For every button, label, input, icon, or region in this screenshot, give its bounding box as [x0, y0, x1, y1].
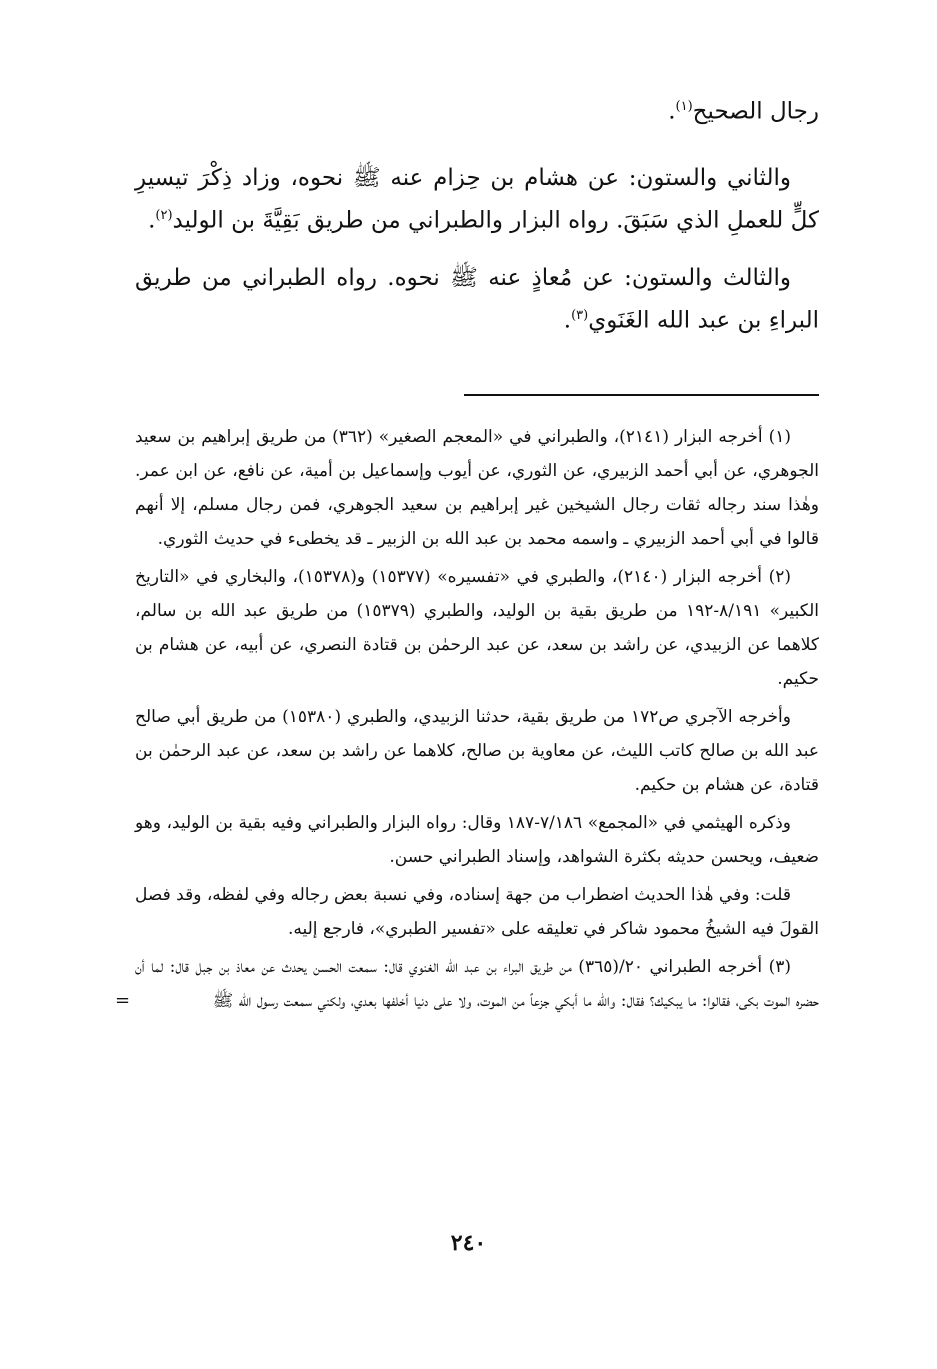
page-number: ٢٤٠ [450, 1230, 487, 1256]
main-line-1-end: . [668, 98, 676, 125]
main-paragraph-2-end: . [148, 207, 156, 234]
main-paragraph-3 [135, 259, 819, 340]
footnote-separator [464, 394, 819, 396]
continuation-mark: = [115, 990, 131, 1011]
main-paragraph-3-end: . [563, 307, 572, 334]
footnote-3 [115, 950, 819, 1018]
footnote-1: (١) أخرجه البزار (٢١٤١)، والطبراني في «المعجم الصغير» (٣٦٢) من طريق إبراهيم بن سعيد الجوهري، عن أبي أحمد الزبيري، عن الثوري، عن أيوب وإسماعيل بن أمية، عن نافع، عن ابن عمر. وهٰذا سند رجاله ثقات رجال الشيخين غير إبراهيم بن سعيد الجوهري، فمن رجال مسلم، إلا أنهم قالوا في أبي أحمد الزبيري ـ واسمه محمد بن عبد الله بن الزبير ـ قد يخطىء في حديث الثوري. [135, 427, 819, 549]
footnote-2-paragraph-3: وذكره الهيثمي في «المجمع» ٧/١٨٦-١٨٧ وقال: رواه البزار والطبراني وفيه بقية بن الوليد، وهو ضعيف، ويحسن حديثه بكثرة الشواهد، وإسناد الطبراني حسن. [135, 813, 819, 867]
footnote-2-paragraph-4: قلت: وفي هٰذا الحديث اضطراب من جهة إسناده، وفي نسبة بعض رجاله وفي لفظه، وقد فصل القولَ فيه الشيخُ محمود شاكر في تعليقه على «تفسير الطبري»، فارجع إليه. [135, 885, 819, 939]
main-paragraph-2-text: والثاني والستون: عن هشام بن حِزام عنه ﷺ نحوه، وزاد ذِكْرَ تيسيرِ كلٍّ للعملِ الذي سَبَقَ. رواه البزار والطبراني من طريق بَقِيَّةَ بن الوليد [135, 164, 819, 234]
footnote-ref-2: (٢) [155, 207, 173, 223]
footnote-2-paragraph-2: وأخرجه الآجري ص١٧٢ من طريق بقية، حدثنا الزبيدي، والطبري (١٥٣٨٠) من طريق أبي صالح عبد الله بن صالح كاتب الليث، عن معاوية بن صالح، كلاهما عن راشد بن سعد، عن عبد الرحمٰن بن قتادة، عن هشام بن حكيم. [135, 707, 819, 795]
footnotes [115, 420, 819, 1022]
main-text [135, 88, 819, 360]
main-line-1 [135, 88, 819, 131]
main-paragraph-2 [135, 159, 819, 240]
footnote-ref-3: (٣) [571, 308, 589, 324]
footnote-ref-1: (١) [675, 99, 693, 114]
main-paragraph-3-text: والثالث والستون: عن مُعاذٍ عنه ﷺ نحوه. رواه الطبراني من طريق البراءِ بن عبد الله الغَنَوي [135, 265, 819, 334]
footnote-3-text: (٣) أخرجه الطبراني ٢٠/(٣٦٥) من طريق البراء بن عبد الله الغنوي قال: سمعت الحسن يحدث عن معاذ بن جبل قال: لما أن حضره الموت بكى، فقالوا: ما يبكيك؟ فقال: والله ما أبكي جزعاً من الموت، ولا على دنيا أخلفها بعدي، ولكني سمعت رسول الله ﷺ [135, 957, 819, 1011]
main-line-1-text: رجال الصحيح [692, 98, 819, 125]
footnote-2: (٢) أخرجه البزار (٢١٤٠)، والطبري في «تفسيره» (١٥٣٧٧) و(١٥٣٧٨)، والبخاري في «التاريخ الكبير» ٨/١٩١-١٩٢ من طريق بقية بن الوليد، والطبري (١٥٣٧٩) من طريق عبد الله بن سالم، كلاهما عن الزبيدي، عن راشد بن سعد، عن عبد الرحمٰن بن قتادة النصري، عن أبيه، عن هشام بن حكيم. [135, 567, 819, 689]
